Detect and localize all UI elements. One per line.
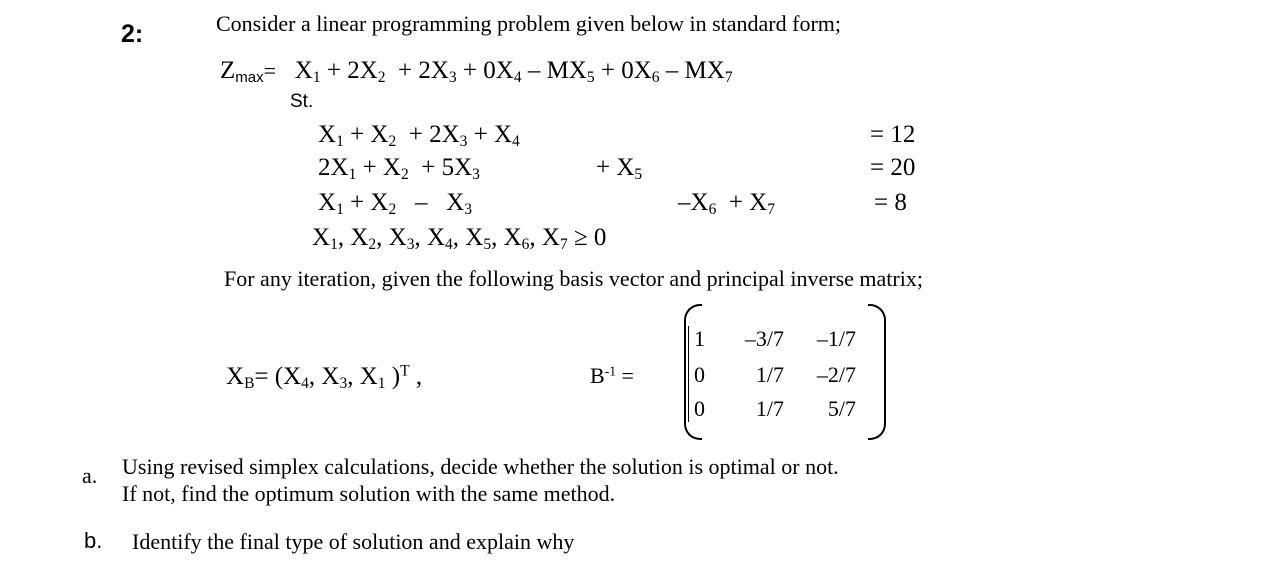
binv-label: $B^{-1}$ = [590,363,634,388]
matrix-cell: 5/7 [827,396,856,421]
objective-term-5: $_5$ + 0X [586,57,652,86]
objective-term-6: $_6$ – MX [651,57,725,86]
objective-term-4: $_4$ – MX [513,57,587,86]
part-b-text: Identify the final type of solution and explain why [132,529,575,554]
iteration-text: For any iteration, given the following basis vector and principal inverse matrix; [224,266,923,291]
matrix-cell: 1 [694,326,705,351]
objective-term-3: $_3$ + 0X [448,57,514,86]
constraint-1-rhs: = 12 [870,121,916,148]
z-equals: = [263,58,277,83]
basis-vector: $X_B= (X_4$, $X_3$, $X_1$ )$^T$ , [226,362,423,392]
part-a-line-1: Using revised simplex calculations, decide whether the solution is optimal or not. [122,454,839,479]
matrix-left-bar [688,326,689,422]
st-label: St. [290,91,314,112]
objective-term-7: 7 [724,68,733,86]
z-label: Z [220,57,236,84]
constraint-2-lhs: $2X_1 + X_2 + 5X_3$ [318,154,480,183]
matrix-cell: –3/7 [744,326,784,351]
constraint-3-rhs: = 8 [874,189,907,216]
matrix-cell: 0 [694,362,705,387]
constraint-1-lhs: $X_1 + X_2 + 2X_3 + X_4$ [318,121,520,150]
objective-term-2: $_2$ + 2X [377,57,449,86]
question-number: 2: [121,20,144,48]
constraint-3-surplus-artificial: $-X_6 + X_7$ [678,189,775,218]
matrix-cell: 1/7 [755,396,784,421]
matrix-cell: –1/7 [816,326,856,351]
part-a-label: a. [82,463,98,488]
part-b-label: b. [84,528,103,553]
matrix-cell: 1/7 [755,362,784,387]
z-sub: max [235,68,264,86]
objective-term-1: $X_1 + 2X$ [294,57,378,86]
constraint-2-slack: + $X_5$ [596,154,643,183]
nonnegativity-constraint: $X_1$, $X_2$, $X_3$, $X_4$, $X_5$, $X_6$, $X_7 \ge 0$ [312,224,607,253]
matrix-cell: 0 [694,396,705,421]
constraint-3-lhs: $X_1 + X_2 - X_3$ [318,189,473,218]
matrix-right-paren [868,304,886,440]
question-intro: Consider a linear programming problem given below in standard form; [216,11,842,36]
constraint-2-rhs: = 20 [870,154,916,181]
matrix-cell: –2/7 [816,362,856,387]
objective-function [220,57,733,85]
part-a-line-2: If not, find the optimum solution with the same method. [122,481,616,506]
